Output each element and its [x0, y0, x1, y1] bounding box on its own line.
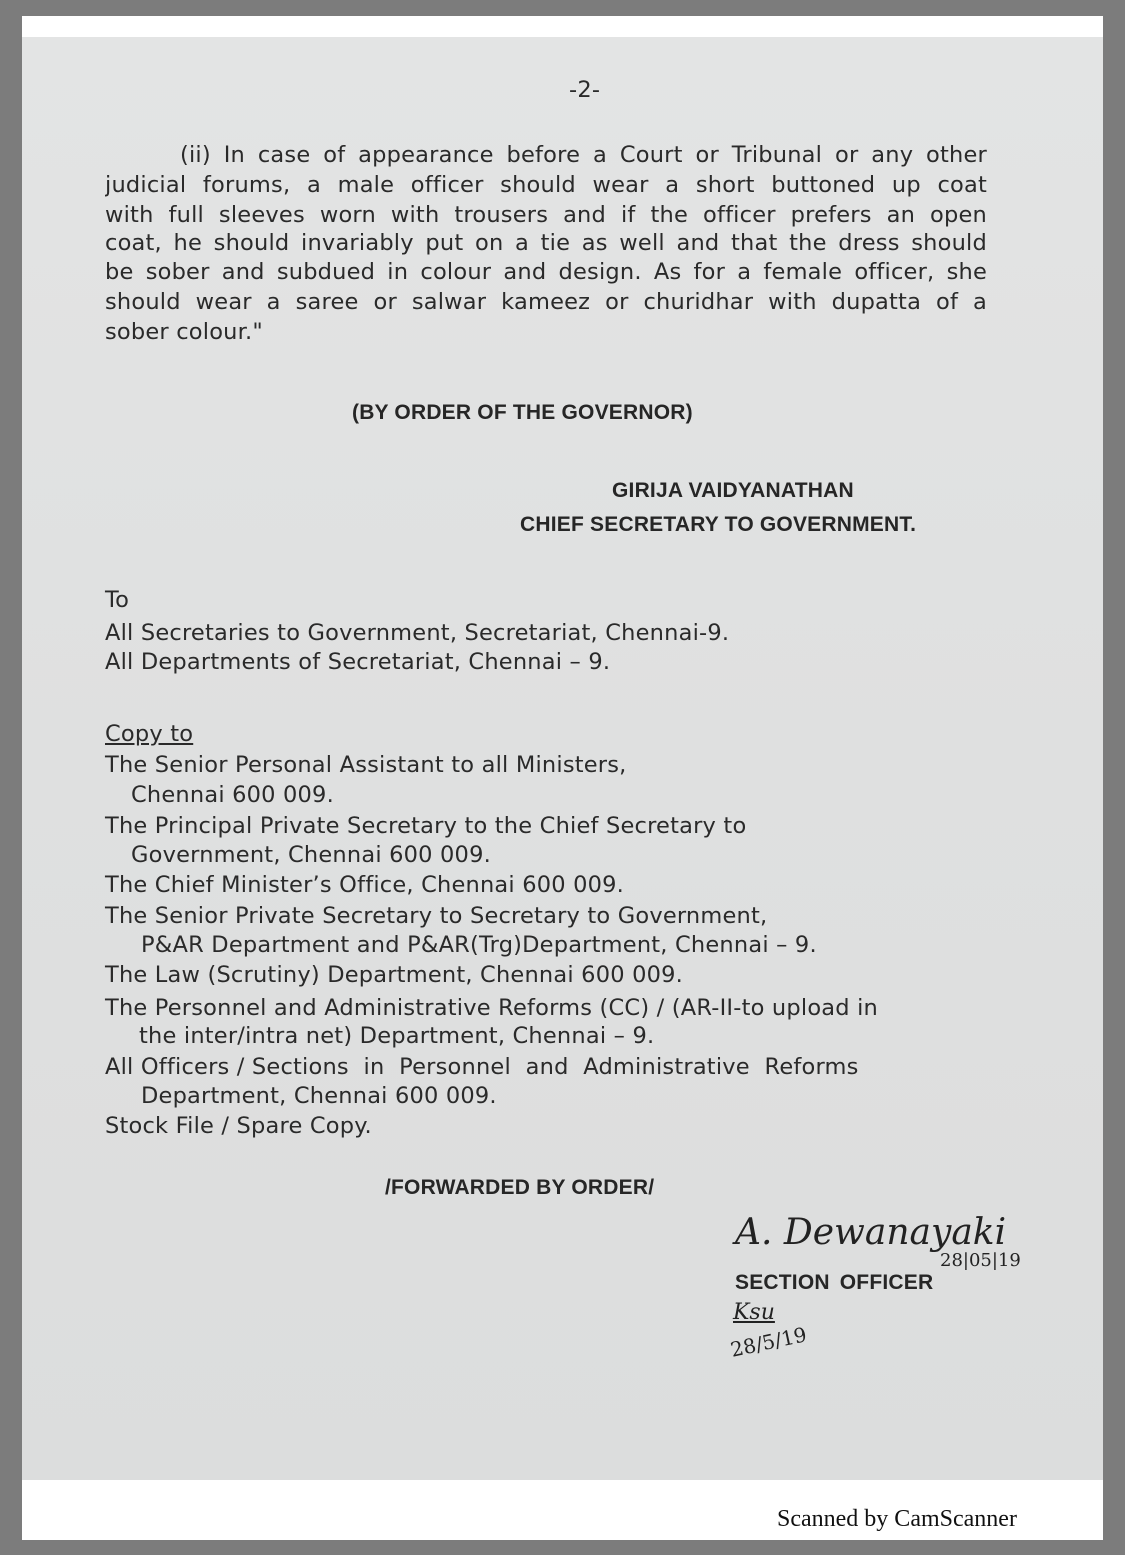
paragraph-line: with full sleeves worn with trousers and if the officer prefers an open	[105, 202, 987, 228]
to-line: All Departments of Secretariat, Chennai – 9.	[105, 649, 611, 675]
copy-to-line: The Chief Minister’s Office, Chennai 600 009.	[105, 872, 625, 898]
to-line: All Secretaries to Government, Secretariat, Chennai-9.	[105, 620, 730, 646]
section-officer-title: SECTION OFFICER	[735, 1271, 934, 1294]
copy-to-line: The Senior Personal Assistant to all Ministers,	[105, 752, 627, 778]
paragraph-line: judicial forums, a male officer should wear a short buttoned up coat	[105, 172, 987, 198]
copy-to-line: Chennai 600 009.	[131, 782, 334, 808]
paragraph-line: be sober and subdued in colour and design. As for a female officer, she	[105, 259, 987, 285]
copy-to-line: Government, Chennai 600 009.	[131, 842, 491, 868]
copy-to-line: The Principal Private Secretary to the Chief Secretary to	[105, 813, 747, 839]
copy-to-line: P&AR Department and P&AR(Trg)Department, Chennai – 9.	[141, 932, 817, 958]
signature: A. Dewanayaki	[735, 1212, 1007, 1253]
copy-to-line: All Officers / Sections in Personnel and Administrative Reforms	[105, 1054, 859, 1080]
to-label: To	[105, 587, 130, 613]
copy-to-line: Stock File / Spare Copy.	[105, 1113, 372, 1139]
initials: Ksu	[733, 1300, 775, 1325]
paragraph-line: should wear a saree or salwar kameez or churidhar with dupatta of a	[105, 289, 987, 315]
copy-to-line: The Personnel and Administrative Reforms (CC) / (AR-II-to upload in	[105, 995, 879, 1021]
signature-date: 28|05|19	[940, 1250, 1021, 1271]
initials-date: 28/5/19	[728, 1322, 809, 1362]
signatory-name: GIRIJA VAIDYANATHAN	[612, 479, 854, 502]
forwarded-line: /FORWARDED BY ORDER/	[385, 1176, 655, 1199]
signatory-title: CHIEF SECRETARY TO GOVERNMENT.	[520, 513, 917, 536]
order-line: (BY ORDER OF THE GOVERNOR)	[352, 401, 693, 424]
paragraph-line: sober colour."	[105, 319, 263, 345]
paragraph-line: (ii) In case of appearance before a Court or Tribunal or any other	[180, 142, 987, 168]
camscanner-footer: Scanned by CamScanner	[777, 1506, 1017, 1532]
copy-to-line: The Senior Private Secretary to Secretary to Government,	[105, 903, 768, 929]
paragraph-line: coat, he should invariably put on a tie as well and that the dress should	[105, 230, 987, 256]
copy-to-line: the inter/intra net) Department, Chennai – 9.	[139, 1023, 655, 1049]
copy-to-line: The Law (Scrutiny) Department, Chennai 600 009.	[105, 962, 683, 988]
copy-to-label: Copy to	[105, 721, 194, 747]
copy-to-line: Department, Chennai 600 009.	[141, 1083, 497, 1109]
page-number: -2-	[569, 77, 601, 103]
